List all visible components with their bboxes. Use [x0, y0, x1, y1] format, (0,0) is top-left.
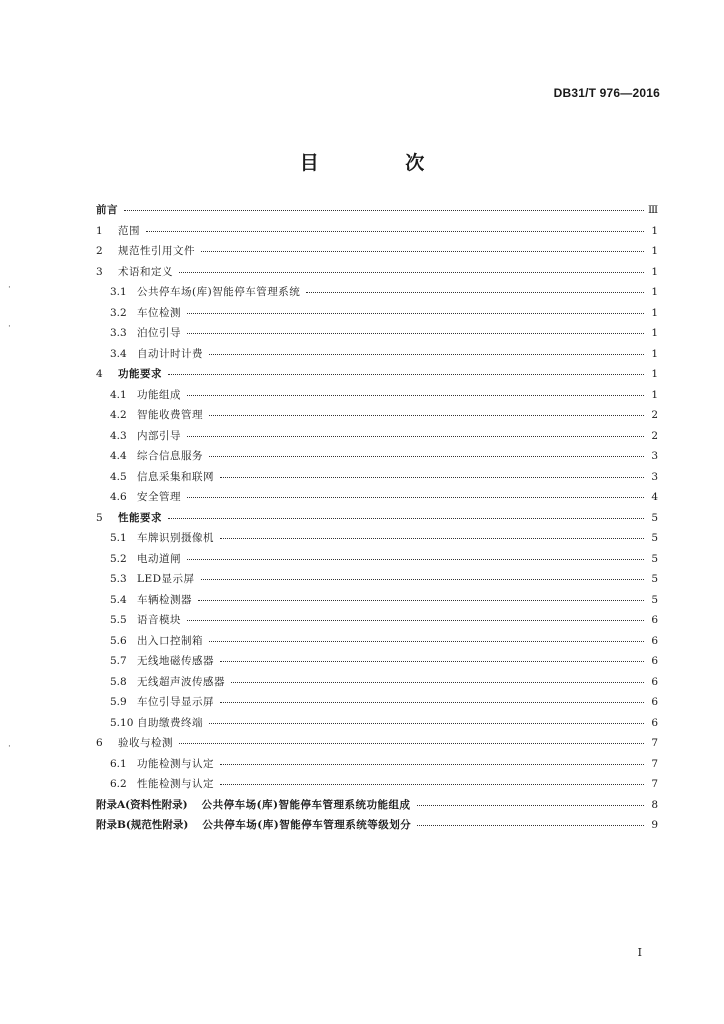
dot-leader — [220, 783, 644, 785]
dot-leader — [231, 681, 644, 683]
toc-entry[interactable] — [96, 223, 658, 244]
dot-leader — [220, 660, 644, 662]
toc-entry-number: 5.1 — [110, 532, 127, 544]
toc-entry-label: 功能检测与认定 — [137, 757, 214, 770]
toc-entry[interactable] — [96, 387, 658, 408]
toc-entry-label: 公共停车场(库)智能停车管理系统 — [137, 286, 301, 298]
toc-entry-number: 附录A(资料性附录) — [96, 798, 188, 811]
dot-leader — [187, 394, 644, 396]
toc-entry-number: 5.5 — [110, 614, 127, 626]
toc-entry-label: 无线地磁传感器 — [137, 655, 214, 667]
dot-leader — [220, 701, 644, 703]
dot-leader — [209, 640, 644, 642]
dot-leader — [187, 332, 644, 334]
toc-entry[interactable] — [96, 817, 658, 838]
toc-entry-page: 7 — [651, 737, 658, 749]
page-number: I — [637, 946, 642, 959]
toc-entry-page: 5 — [651, 573, 658, 585]
toc-entry-label: 范围 — [118, 224, 140, 237]
dot-leader — [209, 722, 644, 724]
toc-entry-number: 5.6 — [110, 634, 127, 647]
toc-entry[interactable] — [96, 407, 658, 428]
dot-leader — [306, 291, 644, 293]
toc-entry-label: 无线超声波传感器 — [137, 675, 225, 688]
dot-leader — [187, 312, 644, 314]
toc-entry-page: 9 — [651, 819, 658, 831]
toc-entry-label: 车辆检测器 — [137, 593, 192, 606]
toc-entry[interactable] — [96, 305, 658, 326]
scan-artifact: · — [8, 322, 11, 332]
toc-entry[interactable] — [96, 612, 658, 633]
toc-entry-label: 性能检测与认定 — [137, 778, 214, 790]
toc-entry-number: 5.3 — [110, 573, 127, 585]
toc-entry-page: 1 — [651, 327, 658, 339]
toc-entry-number: 5.7 — [110, 655, 127, 667]
toc-entry-page: 5 — [651, 593, 658, 606]
toc-entry-label: 性能要求 — [118, 511, 162, 524]
toc-entry[interactable] — [96, 592, 658, 613]
dot-leader — [220, 537, 644, 539]
toc-entry-number: 5.8 — [110, 675, 127, 688]
document-code: DB31/T 976—2016 — [553, 86, 660, 100]
toc-entry-label: 智能收费管理 — [137, 409, 203, 421]
toc-entry-page: 1 — [651, 347, 658, 360]
toc-entry-page: 5 — [651, 511, 658, 524]
toc-entry-page: 5 — [651, 532, 658, 544]
toc-entry-page: 6 — [651, 675, 658, 688]
scan-artifact: · — [8, 742, 11, 752]
dot-leader — [201, 578, 644, 580]
toc-entry-label: 车牌识别摄像机 — [137, 532, 214, 544]
toc-entry-number: 5 — [96, 511, 103, 524]
toc-entry[interactable] — [96, 284, 658, 305]
toc-entry-label: 术语和定义 — [118, 265, 173, 278]
toc-entry-page: 6 — [651, 614, 658, 626]
toc-entry-number: 3.1 — [110, 286, 127, 298]
toc-entry-label: 规范性引用文件 — [118, 245, 195, 257]
toc-entry-page: 1 — [651, 286, 658, 298]
toc-entry-label: 出入口控制箱 — [137, 634, 203, 647]
toc-entry[interactable] — [96, 633, 658, 654]
toc-entry-label: 自助缴费终端 — [137, 716, 203, 729]
toc-entry[interactable] — [96, 264, 658, 285]
dot-leader — [209, 414, 644, 416]
toc-entry[interactable] — [96, 530, 658, 551]
dot-leader — [187, 619, 644, 621]
toc-entry-page: 2 — [651, 429, 658, 442]
toc-entry-number: 1 — [96, 224, 103, 237]
toc-entry-page: 1 — [651, 265, 658, 278]
toc-entry-label: 内部引导 — [137, 429, 181, 442]
toc-entry-page: 1 — [651, 306, 658, 319]
toc-entry[interactable] — [96, 428, 658, 449]
dot-leader — [168, 517, 644, 519]
toc-entry-page: 1 — [651, 224, 658, 237]
toc-entry[interactable] — [96, 797, 658, 818]
dot-leader — [146, 230, 644, 232]
toc-entry-page: 5 — [651, 552, 658, 565]
toc-entry-label: 公共停车场(库)智能停车管理系统功能组成 — [201, 798, 411, 811]
dot-leader — [417, 824, 644, 826]
toc-entry[interactable] — [96, 202, 658, 223]
toc-entry-number: 3.4 — [110, 347, 127, 360]
toc-entry[interactable] — [96, 756, 658, 777]
toc-entry[interactable] — [96, 346, 658, 367]
toc-entry[interactable] — [96, 694, 658, 715]
toc-entry-number: 4.3 — [110, 429, 127, 442]
dot-leader — [179, 742, 644, 744]
toc-entry[interactable] — [96, 653, 658, 674]
toc-entry-number: 6.2 — [110, 778, 127, 790]
dot-leader — [187, 435, 644, 437]
dot-leader — [198, 599, 644, 601]
toc-entry[interactable] — [96, 510, 658, 531]
toc-entry-label: 信息采集和联网 — [137, 470, 214, 483]
toc-entry-page: 1 — [651, 368, 658, 380]
toc-entry-page: 8 — [651, 798, 658, 811]
toc-entry-number: 5.4 — [110, 593, 127, 606]
toc-entry-page: 6 — [651, 716, 658, 729]
toc-entry-number: 3 — [96, 265, 103, 278]
dot-leader — [209, 455, 644, 457]
dot-leader — [168, 373, 644, 375]
toc-entry-page: 3 — [651, 470, 658, 483]
toc-entry-page: 3 — [651, 450, 658, 462]
toc-entry-label: 综合信息服务 — [137, 450, 203, 462]
page-title: 目 次 — [299, 152, 465, 174]
dot-leader — [209, 353, 644, 355]
toc-entry-page: 7 — [651, 757, 658, 770]
toc-entry-label: 车位检测 — [137, 306, 181, 319]
dot-leader — [179, 271, 644, 273]
toc-entry-number: 4 — [96, 368, 103, 380]
toc-entry-number: 5.10 — [110, 716, 134, 729]
toc-entry[interactable] — [96, 469, 658, 490]
toc-entry-page: Ⅲ — [648, 204, 659, 216]
toc-entry-number: 2 — [96, 245, 103, 257]
table-of-contents — [96, 202, 658, 838]
toc-entry-page: 6 — [651, 634, 658, 647]
dot-leader — [187, 496, 644, 498]
toc-entry-label: 前言 — [96, 204, 118, 216]
toc-entry-number: 3.3 — [110, 327, 127, 339]
toc-entry-number: 4.2 — [110, 409, 127, 421]
toc-entry-number: 4.6 — [110, 491, 127, 503]
toc-entry-number: 4.1 — [110, 388, 127, 401]
toc-entry[interactable] — [96, 674, 658, 695]
toc-entry[interactable] — [96, 551, 658, 572]
toc-entry[interactable] — [96, 776, 658, 797]
toc-entry-label: 功能要求 — [118, 368, 162, 380]
dot-leader — [201, 250, 644, 252]
toc-entry[interactable] — [96, 571, 658, 592]
toc-entry[interactable] — [96, 715, 658, 736]
toc-entry-number: 3.2 — [110, 306, 127, 319]
toc-entry-page: 7 — [651, 778, 658, 790]
toc-entry-label: 验收与检测 — [118, 737, 173, 749]
toc-entry[interactable] — [96, 366, 658, 387]
toc-entry-label: 电动道闸 — [137, 552, 181, 565]
dot-leader — [220, 476, 644, 478]
toc-entry-label: 功能组成 — [137, 388, 181, 401]
toc-entry-label: LED显示屏 — [137, 573, 195, 585]
toc-entry[interactable] — [96, 325, 658, 346]
toc-entry-number: 5.2 — [110, 552, 127, 565]
toc-entry-number: 附录B(规范性附录) — [96, 819, 189, 831]
toc-entry-number: 4.4 — [110, 450, 127, 462]
toc-entry-page: 4 — [651, 491, 658, 503]
dot-leader — [187, 558, 644, 560]
toc-entry[interactable] — [96, 489, 658, 510]
toc-entry-number: 6.1 — [110, 757, 127, 770]
toc-entry-page: 6 — [651, 655, 658, 667]
toc-entry-page: 1 — [651, 388, 658, 401]
toc-entry-page: 2 — [651, 409, 658, 421]
toc-entry-label: 泊位引导 — [137, 327, 181, 339]
toc-entry-number: 5.9 — [110, 696, 127, 708]
toc-entry-number: 4.5 — [110, 470, 127, 483]
toc-entry-label: 自动计时计费 — [137, 347, 203, 360]
dot-leader — [220, 763, 644, 765]
toc-entry-number: 6 — [96, 737, 103, 749]
toc-entry-label: 公共停车场(库)智能停车管理系统等级划分 — [202, 819, 412, 831]
dot-leader — [124, 209, 644, 211]
toc-entry[interactable] — [96, 243, 658, 264]
toc-entry-page: 1 — [651, 245, 658, 257]
toc-entry-label: 语音模块 — [137, 614, 181, 626]
toc-entry-label: 车位引导显示屏 — [137, 696, 214, 708]
toc-entry[interactable] — [96, 448, 658, 469]
toc-entry-label: 安全管理 — [137, 491, 181, 503]
toc-entry-page: 6 — [651, 696, 658, 708]
toc-entry[interactable] — [96, 735, 658, 756]
dot-leader — [417, 804, 644, 806]
scan-artifact: · — [8, 283, 11, 293]
